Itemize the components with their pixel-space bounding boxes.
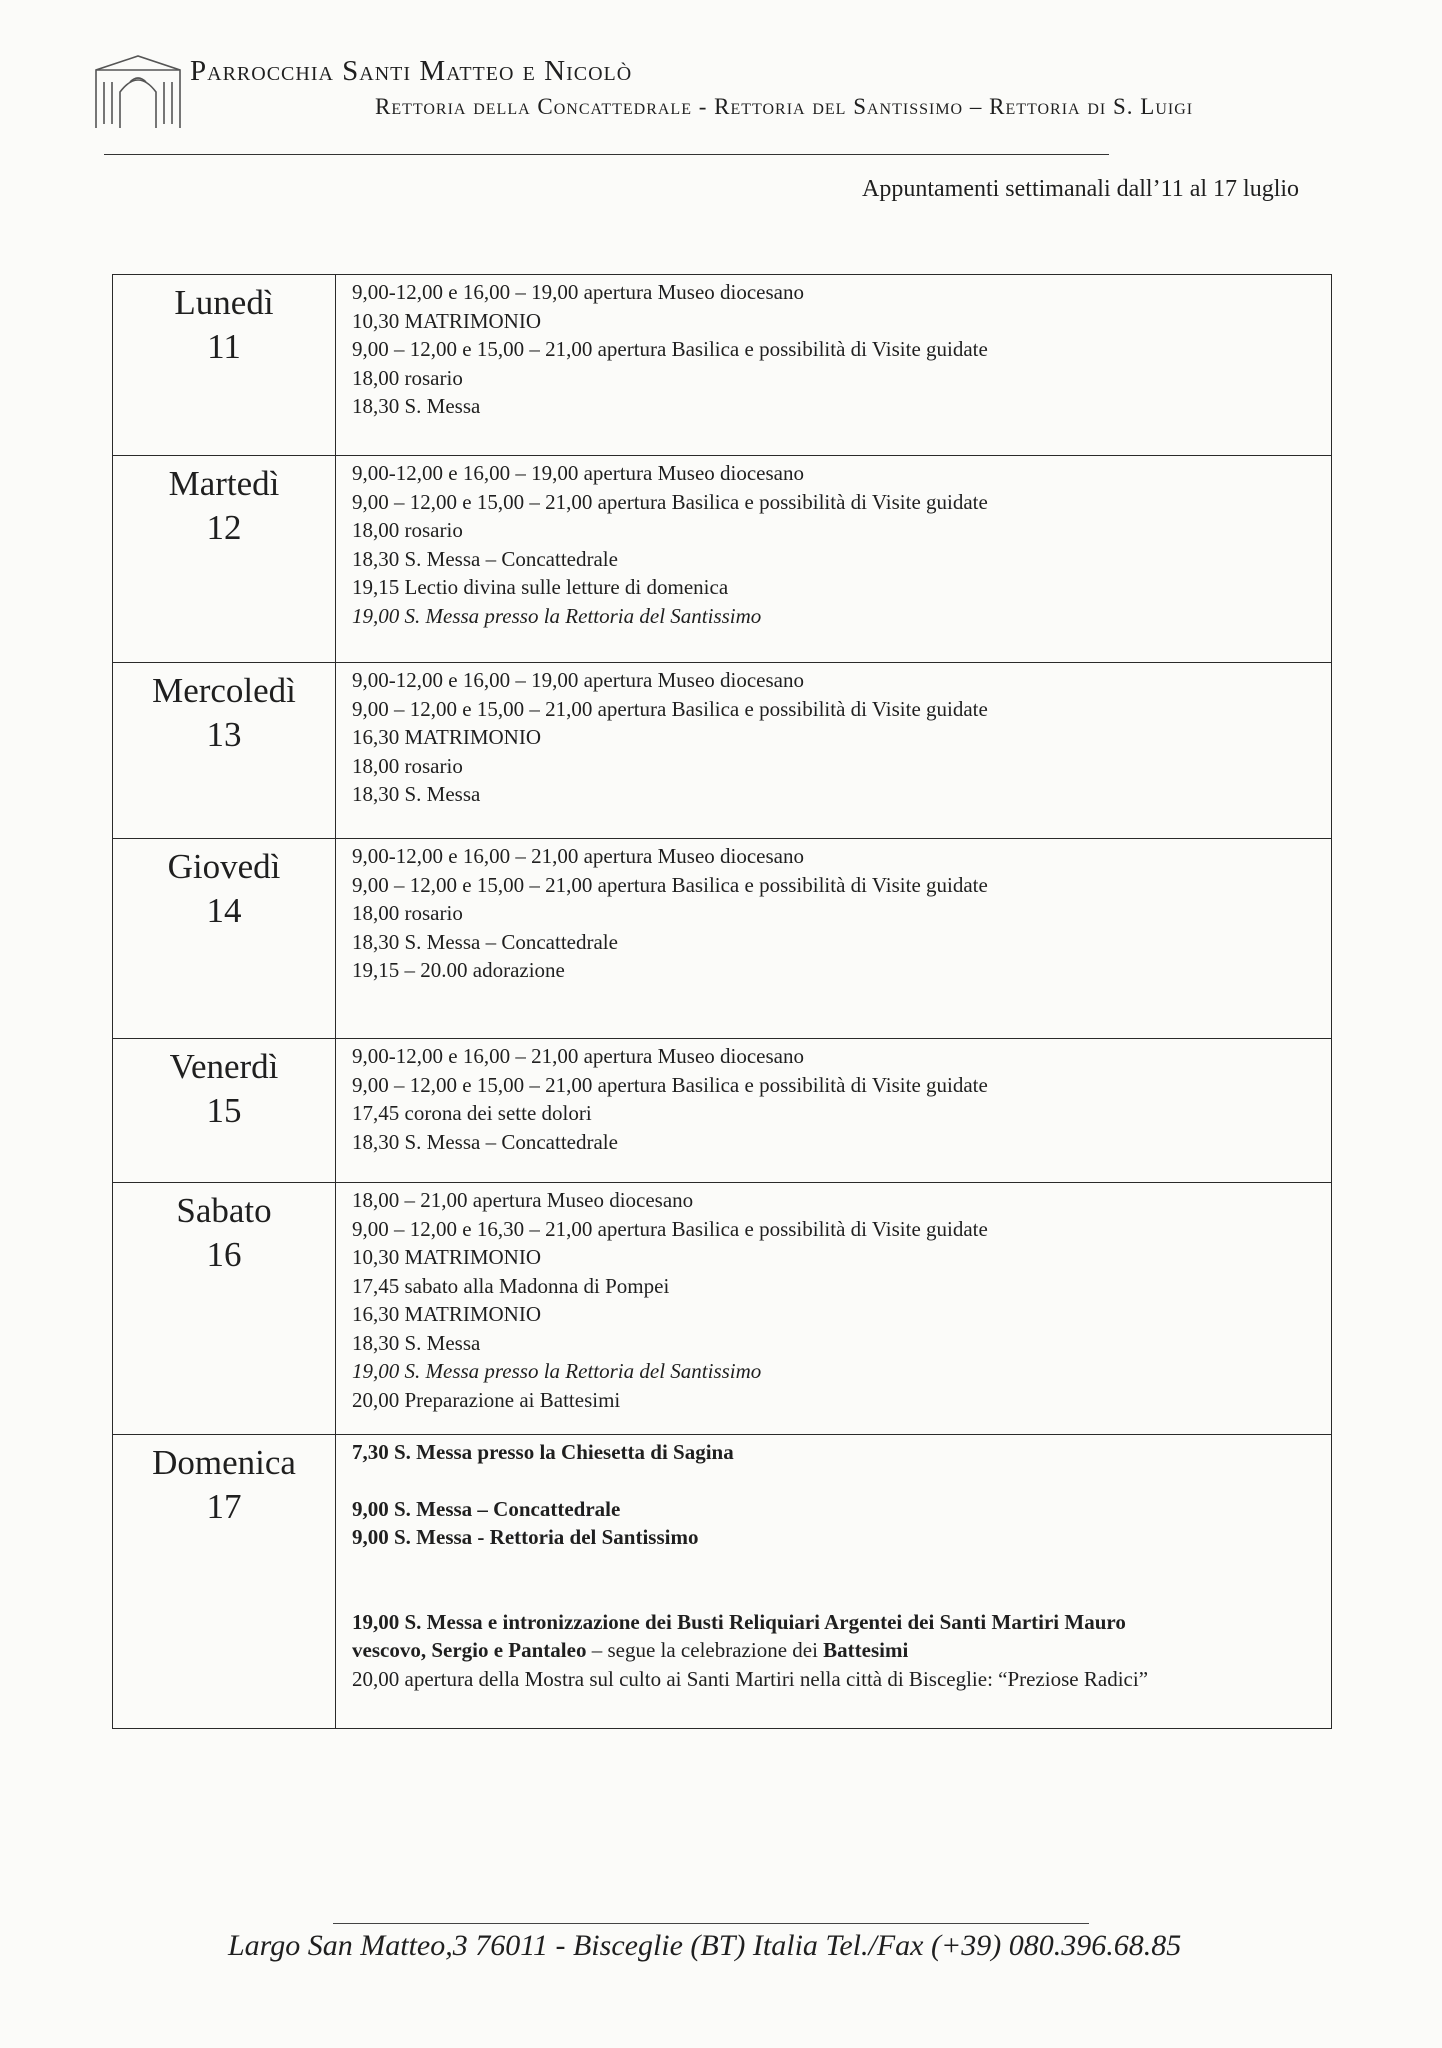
event-line: 9,00-12,00 e 16,00 – 21,00 apertura Museo diocesano xyxy=(352,1044,804,1068)
event-line xyxy=(352,1636,1331,1665)
day-row xyxy=(113,1039,1332,1183)
day-row xyxy=(113,663,1332,839)
event-line: 18,00 rosario xyxy=(352,518,463,542)
events-cell xyxy=(336,1183,1332,1435)
event-line: 18,30 S. Messa xyxy=(352,1330,481,1355)
day-row xyxy=(113,839,1332,1039)
event-line: 9,00-12,00 e 16,00 – 19,00 apertura Museo diocesano xyxy=(352,461,804,485)
parish-name: Parrocchia Santi Matteo e Nicolò xyxy=(190,55,633,87)
event-line: 10,30 MATRIMONIO xyxy=(352,1245,541,1269)
event-line: 9,00-12,00 e 16,00 – 19,00 apertura Museo diocesano xyxy=(352,280,804,304)
event-text-part: Battesimi xyxy=(823,1638,909,1662)
header-divider xyxy=(104,154,1109,155)
spacer xyxy=(352,1552,1331,1608)
event-line: 19,00 S. Messa presso la Rettoria del Santissimo xyxy=(352,603,762,628)
event-line: 19,15 – 20.00 adorazione xyxy=(352,958,565,982)
event-line: 9,00 – 12,00 e 15,00 – 21,00 apertura Basilica e possibilità di Visite guidate xyxy=(352,489,988,514)
event-line: 9,00-12,00 e 16,00 – 19,00 apertura Museo diocesano xyxy=(352,668,804,692)
day-row xyxy=(113,1435,1332,1729)
event-line: 9,00 – 12,00 e 15,00 – 21,00 apertura Basilica e possibilità di Visite guidate xyxy=(352,872,988,897)
day-name: Venerdì xyxy=(169,1047,279,1086)
event-line: 18,30 S. Messa – Concattedrale xyxy=(352,929,618,954)
event-text-part: – segue la celebrazione dei xyxy=(586,1638,824,1662)
events-cell xyxy=(336,275,1332,456)
day-cell xyxy=(113,456,336,663)
event-line: 20,00 Preparazione ai Battesimi xyxy=(352,1387,621,1412)
event-line: 9,00 – 12,00 e 16,30 – 21,00 apertura Basilica e possibilità di Visite guidate xyxy=(352,1216,988,1241)
events-cell xyxy=(336,663,1332,839)
spacer xyxy=(352,1467,1331,1495)
event-line: 10,30 MATRIMONIO xyxy=(352,308,541,333)
parish-logo xyxy=(90,52,186,132)
event-line: 9,00 – 12,00 e 15,00 – 21,00 apertura Basilica e possibilità di Visite guidate xyxy=(352,337,988,361)
event-line: 9,00 – 12,00 e 15,00 – 21,00 apertura Basilica e possibilità di Visite guidate xyxy=(352,696,988,721)
day-name: Mercoledì xyxy=(152,671,296,710)
day-date: 11 xyxy=(207,327,241,366)
footer-address: Largo San Matteo,3 76011 - Bisceglie (BT) Italia Tel./Fax (+39) 080.396.68.85 xyxy=(228,1929,1182,1962)
page-title: Appuntamenti settimanali dall’11 al 17 luglio xyxy=(862,176,1300,202)
day-name: Sabato xyxy=(176,1191,272,1230)
events-cell xyxy=(336,456,1332,663)
day-date: 12 xyxy=(206,508,242,547)
event-line: 18,30 S. Messa xyxy=(352,782,481,806)
event-line: 9,00 – 12,00 e 15,00 – 21,00 apertura Basilica e possibilità di Visite guidate xyxy=(352,1072,988,1097)
event-line: 19,00 S. Messa presso la Rettoria del Santissimo xyxy=(352,1359,762,1383)
event-line: 18,00 – 21,00 apertura Museo diocesano xyxy=(352,1188,694,1212)
day-name: Giovedì xyxy=(167,847,281,886)
event-text-part: vescovo, Sergio e Pantaleo xyxy=(352,1638,587,1662)
event-line: 9,00-12,00 e 16,00 – 21,00 apertura Museo diocesano xyxy=(352,844,804,868)
day-row xyxy=(113,456,1332,663)
day-cell xyxy=(113,1183,336,1435)
event-line: 16,30 MATRIMONIO xyxy=(352,1302,541,1326)
event-line: 18,30 S. Messa – Concattedrale xyxy=(352,546,618,571)
event-line: 17,45 corona dei sette dolori xyxy=(352,1101,592,1125)
day-date: 13 xyxy=(206,715,242,754)
day-date: 16 xyxy=(206,1235,242,1274)
event-line: 18,30 S. Messa – Concattedrale xyxy=(352,1129,618,1154)
day-row xyxy=(113,1183,1332,1435)
event-line: 16,30 MATRIMONIO xyxy=(352,725,541,749)
event-line: 20,00 apertura della Mostra sul culto ai Santi Martiri nella città di Bisceglie: “Preziose Radici” xyxy=(352,1666,1149,1691)
event-line: 18,30 S. Messa xyxy=(352,394,481,418)
day-cell xyxy=(113,275,336,456)
weekly-schedule-table xyxy=(112,274,1332,1729)
day-name: Domenica xyxy=(152,1443,296,1482)
event-line: 18,00 rosario xyxy=(352,901,463,925)
day-date: 17 xyxy=(206,1487,242,1526)
day-cell xyxy=(113,839,336,1039)
event-line: 17,45 sabato alla Madonna di Pompei xyxy=(352,1273,670,1298)
events-cell xyxy=(336,1435,1332,1729)
footer-divider xyxy=(333,1923,1089,1924)
event-line: 7,30 S. Messa presso la Chiesetta di Sagina xyxy=(352,1440,734,1464)
day-date: 14 xyxy=(206,891,242,930)
events-cell xyxy=(336,1039,1332,1183)
day-cell xyxy=(113,1435,336,1729)
rettorie-line: Rettoria della Concattedrale - Rettoria del Santissimo – Rettoria di S. Luigi xyxy=(375,94,1194,119)
day-name: Martedì xyxy=(168,464,280,503)
event-line: 9,00 S. Messa - Rettoria del Santissimo xyxy=(352,1525,699,1549)
day-row xyxy=(113,275,1332,456)
event-line: 18,00 rosario xyxy=(352,753,463,778)
day-name: Lunedì xyxy=(174,283,274,322)
day-date: 15 xyxy=(206,1091,242,1130)
event-line: 19,00 S. Messa e intronizzazione dei Busti Reliquiari Argentei dei Santi Martiri Mauro xyxy=(352,1609,1126,1634)
event-line: 18,00 rosario xyxy=(352,365,463,390)
event-line: 9,00 S. Messa – Concattedrale xyxy=(352,1496,621,1521)
events-cell xyxy=(336,839,1332,1039)
day-cell xyxy=(113,1039,336,1183)
event-line: 19,15 Lectio divina sulle letture di domenica xyxy=(352,575,729,599)
day-cell xyxy=(113,663,336,839)
spacer xyxy=(352,985,1331,1013)
